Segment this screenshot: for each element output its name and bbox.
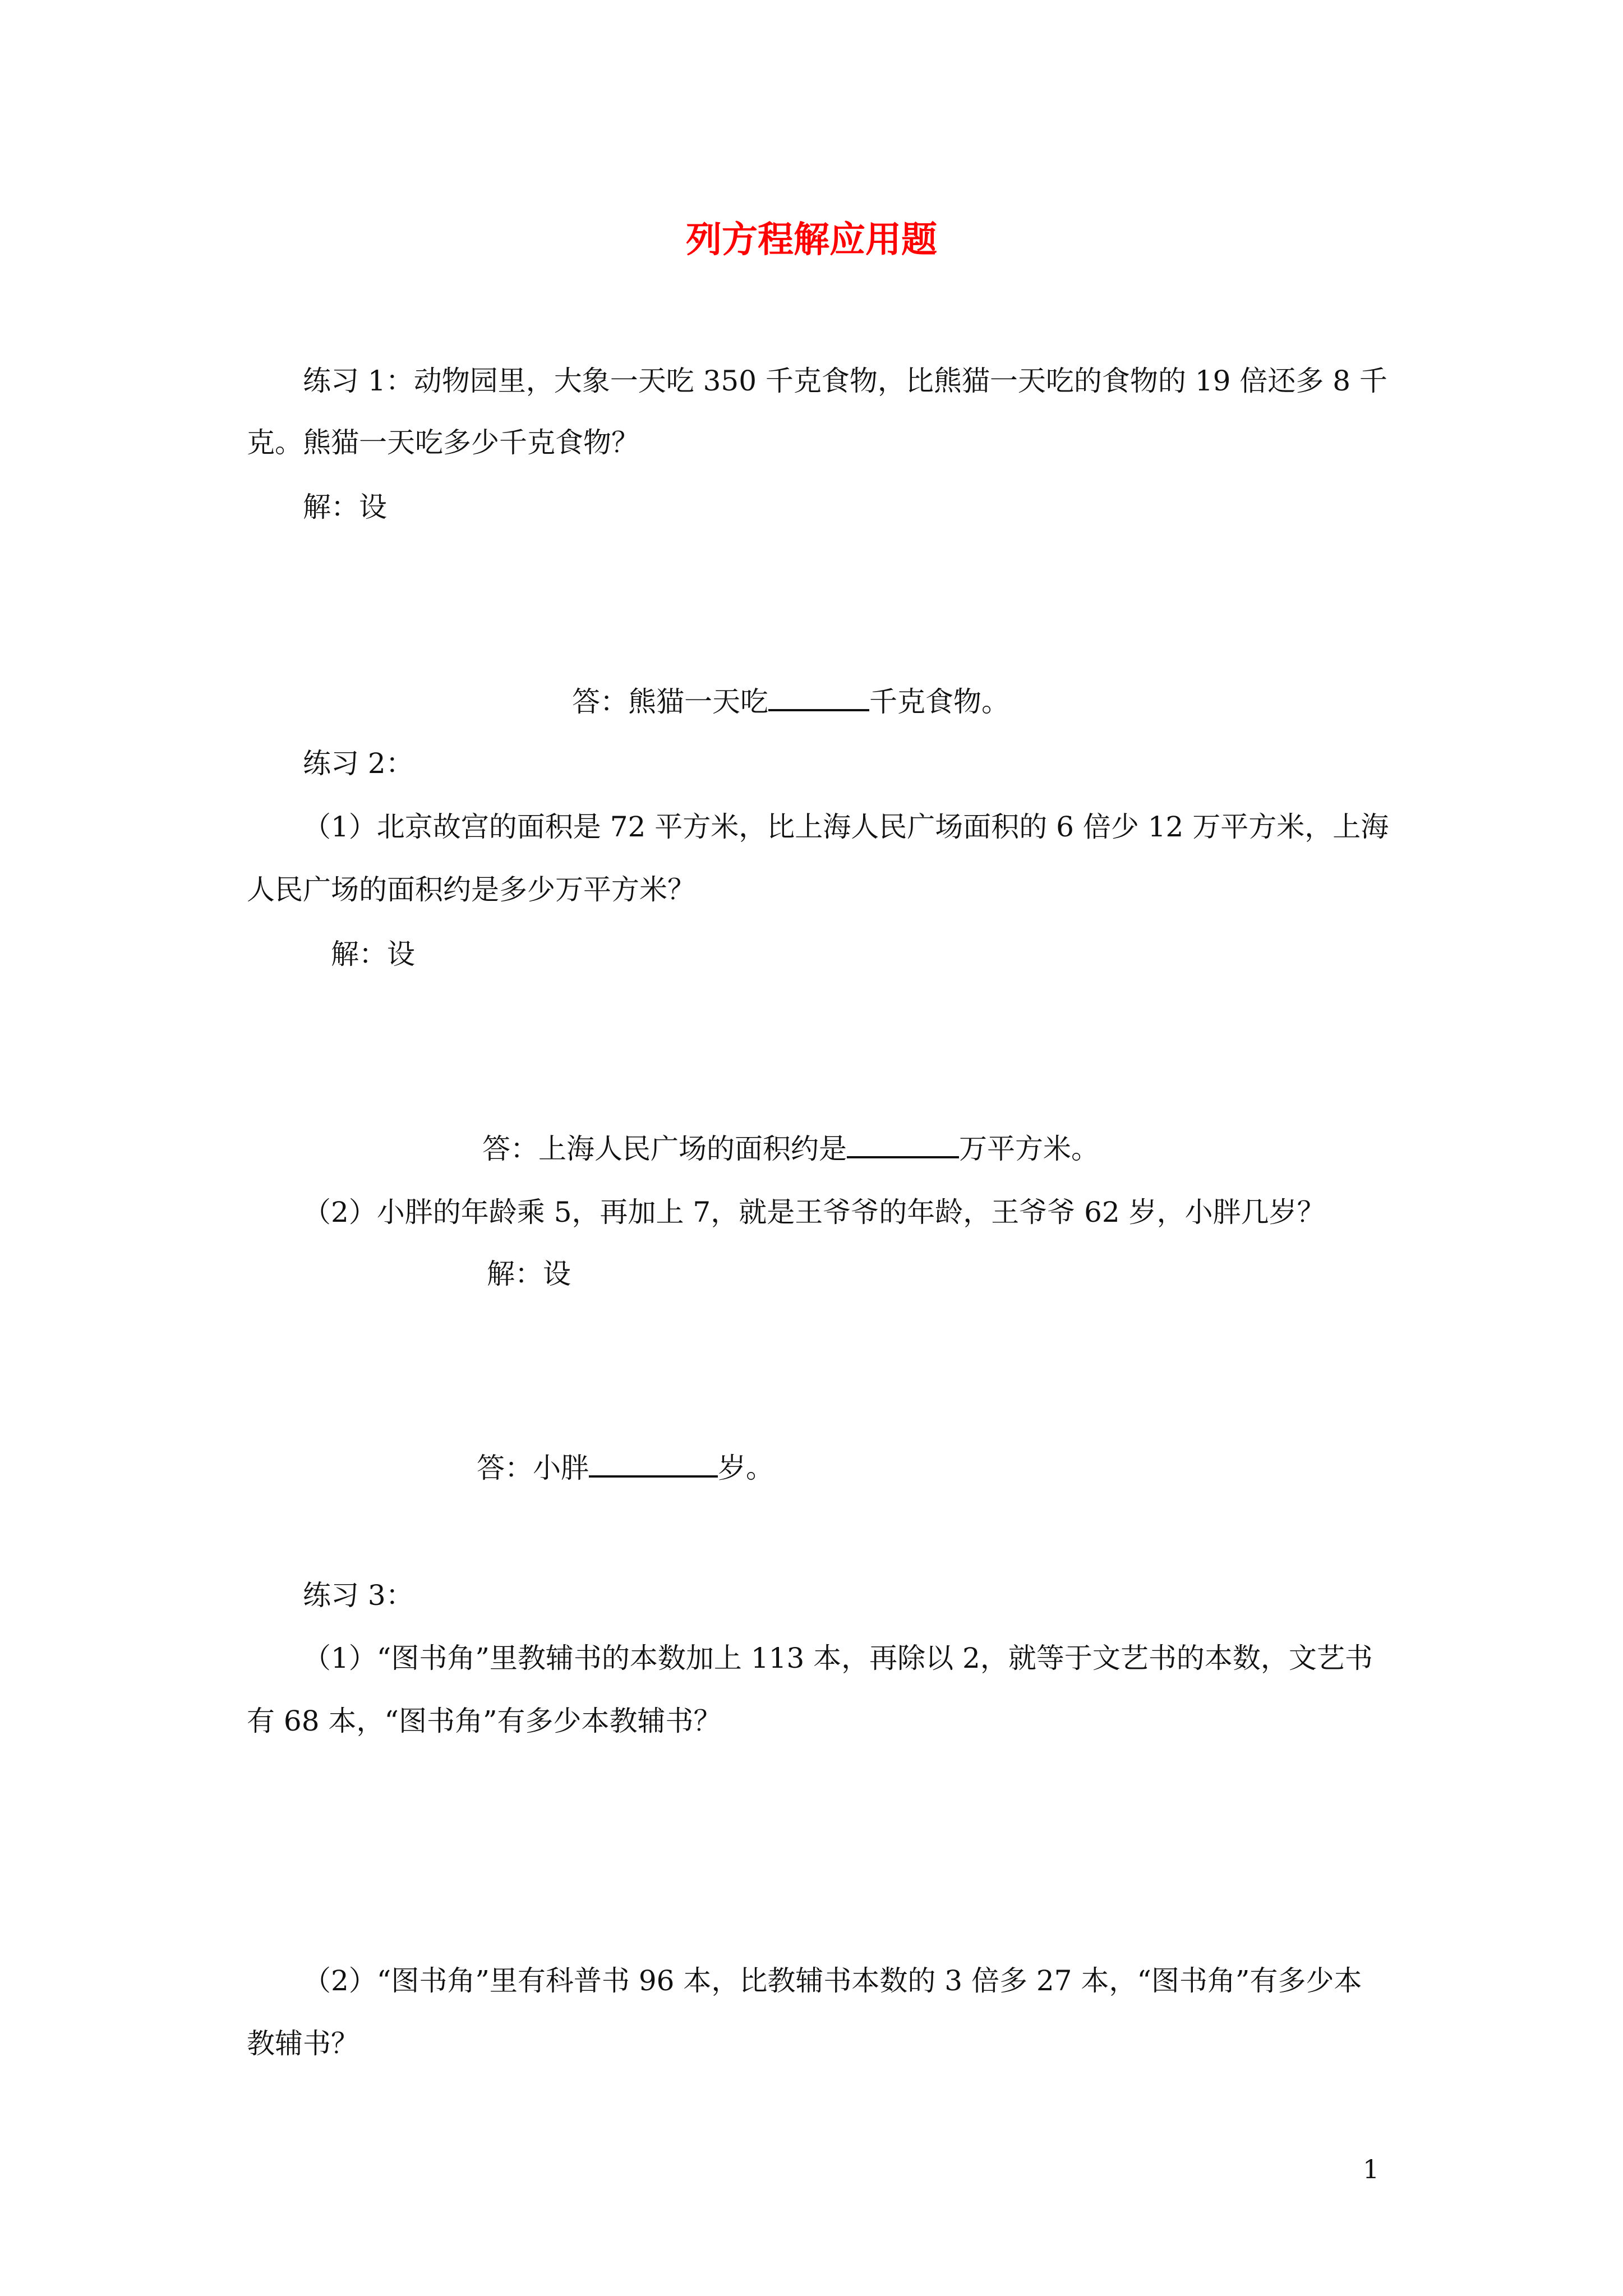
exercise1-solve-label: 解：设	[303, 491, 387, 523]
exercise3-q2-line1: （2）“图书角”里有科普书 96 本，比教辅书本数的 3 倍多 27 本，“图书角”有多少本	[303, 1964, 1362, 1997]
exercise3-q1-line1: （1）“图书角”里教辅书的本数加上 113 本，再除以 2，就等于文艺书的本数，文艺书	[303, 1642, 1373, 1674]
exercise1-question-line2: 克。熊猫一天吃多少千克食物？	[247, 426, 639, 459]
exercise2-q1-answer-prefix: 答：上海人民广场的面积约是	[482, 1133, 847, 1165]
exercise3-heading: 练习 3：	[303, 1579, 414, 1612]
exercise1-answer	[572, 683, 1009, 719]
exercise2-q1-solve-label: 解：设	[331, 938, 415, 970]
exercise2-q2-answer-prefix: 答：小胖	[477, 1452, 589, 1484]
exercise1-answer-blank[interactable]	[768, 683, 869, 711]
exercise1-answer-suffix: 千克食物。	[869, 685, 1009, 718]
exercise2-q2-answer-blank[interactable]	[589, 1450, 718, 1478]
exercise3-q2-line2: 教辅书？	[247, 2027, 359, 2060]
exercise2-q1-answer-blank[interactable]	[847, 1130, 959, 1158]
exercise1-answer-prefix: 答：熊猫一天吃	[572, 685, 768, 718]
exercise2-q1-answer	[482, 1130, 1099, 1166]
exercise2-q2-line1: （2）小胖的年龄乘 5，再加上 7，就是王爷爷的年龄，王爷爷 62 岁，小胖几岁？	[303, 1196, 1325, 1228]
exercise2-q1-answer-suffix: 万平方米。	[959, 1133, 1099, 1165]
exercise2-q1-line2: 人民广场的面积约是多少万平方米？	[247, 873, 695, 906]
exercise2-q2-answer-suffix: 岁。	[718, 1452, 774, 1484]
exercise1-question-line1: 练习 1：动物园里，大象一天吃 350 千克食物，比熊猫一天吃的食物的 19 倍还多 8 千	[303, 365, 1387, 397]
exercise2-q2-answer	[477, 1450, 774, 1485]
exercise3-q1-line2: 有 68 本，“图书角”有多少本教辅书？	[247, 1705, 722, 1737]
page-title: 列方程解应用题	[686, 219, 937, 261]
exercise2-q2-solve-label: 解：设	[487, 1258, 571, 1290]
exercise2-heading: 练习 2：	[303, 747, 414, 780]
page-number: 1	[1363, 2154, 1380, 2184]
exercise2-q1-line1: （1）北京故宫的面积是 72 平方米，比上海人民广场面积的 6 倍少 12 万平方米，上海	[303, 811, 1389, 843]
